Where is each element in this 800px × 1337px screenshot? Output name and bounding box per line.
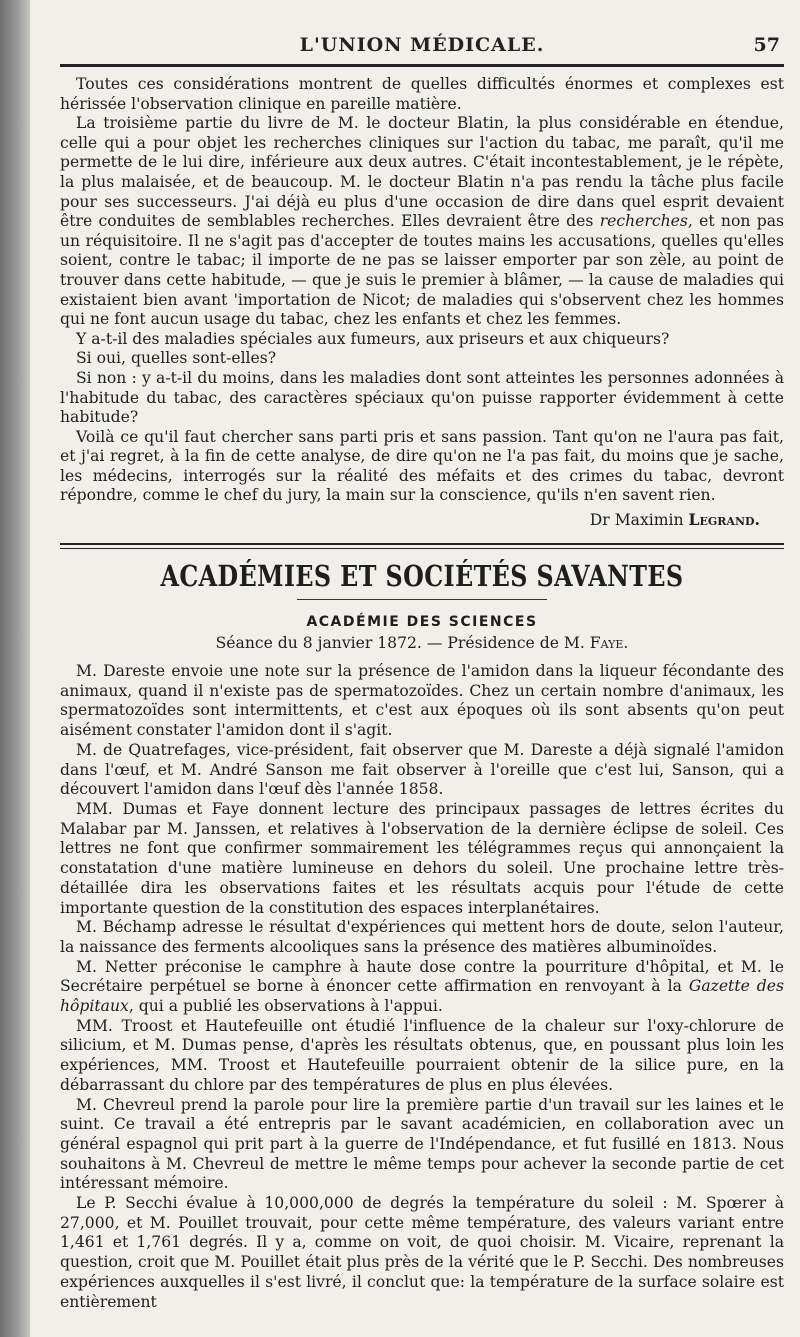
paragraph: MM. Troost et Hautefeuille ont étudié l'influence de la chaleur sur l'oxy-chlorure de silicium, et M. Dumas pense, d'après les résultats obtenus, que, en poussant plus loin les expériences, MM. Troost et Hautefeuille pourraient obtenir de la silice pure, en la débarrassant du chlore par des températures de plus en plus élevées.	[60, 1016, 784, 1094]
paragraph: M. Chevreul prend la parole pour lire la première partie d'un travail sur les laines et le suint. Ce travail a été entrepris par le savant académicien, en collaboration avec un général espagnol qui prit part à la guerre de l'Indépendance, et fut fusillé en 1813. Nous souhaitons à M. Chevreul de mettre le même temps pour achever la seconde partie de cet intéressant mémoire.	[60, 1095, 784, 1193]
section-divider	[60, 543, 784, 549]
heading-rule	[297, 599, 547, 600]
paragraph-text: , qui a publié les observations à l'appui.	[128, 997, 443, 1016]
paragraph: M. Dareste envoie une note sur la présence de l'amidon dans la liqueur fécondante des animaux, quand il n'existe pas de spermatozoïdes. Chez un certain nombre d'animaux, les spermatozoïdes sont intermittents, et c'est aux époques où ils sont absents qu'on peut aisément constater l'amidon dont il s'agit.	[60, 662, 784, 740]
article-continuation	[60, 75, 784, 529]
session-text: Séance du 8 janvier 1872. — Présidence de M.	[215, 634, 585, 653]
page-number: 57	[753, 34, 780, 56]
paragraph-text: La troisième partie du livre de M. le docteur Blatin, la plus considérable en étendue, celle qui a pour objet les recherches cliniques sur l'action du tabac, me paraît, qu'il me permette de le lui dire, inférieure aux deux autres. C'était incontestablement, je le répète, la plus malaisée, et de beaucoup. M. le docteur Blatin n'a pas rendu la tâche plus facile pour ses successeurs. J'ai déjà eu plus d'une occasion de dire dans quel esprit devaient être conduites de semblables recherches. Elles devraient être des	[60, 114, 784, 231]
paragraph: Si non : y a-t-il du moins, dans les maladies dont sont atteintes les personnes adonnées à l'habitude du tabac, des caractères spéciaux qu'on puisse rapporter évidemment à cette habitude?	[60, 368, 784, 427]
session-line	[60, 634, 784, 652]
signature	[60, 510, 760, 529]
signature-prefix: Dr Maximin	[589, 511, 684, 530]
italic-term: recherches	[599, 212, 688, 231]
section-heading: ACADÉMIES ET SOCIÉTÉS SAVANTES	[160, 559, 684, 594]
paragraph	[60, 114, 784, 330]
academy-report	[60, 662, 784, 1312]
paragraph: Voilà ce qu'il faut chercher sans parti pris et sans passion. Tant qu'on ne l'aura pas fait, et j'ai regret, à la fin de cette analyse, de dire qu'on ne l'a pas fait, du moins que je sache, les médecins, interrogés sur la réalité des méfaits et des crimes du tabac, devront répondre, comme le chef du jury, la main sur la conscience, qu'ils n'en savent rien.	[60, 427, 784, 505]
paragraph	[60, 958, 784, 1017]
journal-page	[30, 0, 800, 1337]
paragraph: Toutes ces considérations montrent de quelles difficultés énormes et complexes est hérissée l'observation clinique en pareille matière.	[60, 75, 784, 113]
paragraph: M. Béchamp adresse le résultat d'expériences qui mettent hors de doute, selon l'auteur, la naissance des ferments alcooliques sans la présence des matières albuminoïdes.	[60, 918, 784, 956]
running-title: L'UNION MÉDICALE.	[299, 34, 545, 56]
running-head	[60, 28, 784, 60]
paragraph: M. de Quatrefages, vice-président, fait observer que M. Dareste a déjà signalé l'amidon dans l'œuf, et M. André Sanson me fait observer à l'oreille que c'est lui, Sanson, qui a découvert l'amidon dans l'œuf dès l'année 1858.	[60, 740, 784, 799]
paragraph: Si oui, quelles sont-elles?	[76, 349, 277, 368]
paragraph: MM. Dumas et Faye donnent lecture des principaux passages de lettres écrites du Malabar par M. Janssen, et relatives à l'observation de la dernière éclipse de soleil. Ces lettres ne font que confirmer sommairement les télégrammes reçus qui annonçaient la constatation d'une matière lumineuse en dehors du soleil. Une prochaine lettre très-détaillée dira les observations faites et les résultats acquis pour l'étude de cette importante question de la constitution des espaces interplanétaires.	[60, 799, 784, 917]
subheading: ACADÉMIE DES SCIENCES	[306, 614, 538, 631]
paragraph: Le P. Secchi évalue à 10,000,000 de degrés la température du soleil : M. Spœrer à 27,000, et M. Pouillet trouvait, pour cette même température, des valeurs variant entre 1,461 et 1,761 degrés. Il y a, comme on voit, de quoi choisir. M. Vicaire, reprenant la question, croit que M. Pouillet était plus près de la vérité que le P. Secchi. Des nombreuses expériences auxquelles il s'est livré, il conclut que: la température de la surface solaire est entièrement	[60, 1194, 784, 1311]
paragraph-text: , et non pas un réquisitoire. Il ne s'agit pas d'accepter de toutes mains les accusations, quelles qu'elles soient, contre le tabac; il importe de ne pas se laisser emporter par son zèle, au point de trouver dans cette habitude, — que je suis le premier à blâmer, — la cause de maladies qui existaient bien avant 'importation de Nicot; de maladies qui s'observent chez les hommes qui ne font aucun usage du tabac, chez les enfants et chez les femmes.	[60, 212, 784, 329]
paragraph: Y a-t-il des maladies spéciales aux fumeurs, aux priseurs et aux chiqueurs?	[76, 329, 670, 348]
italic-title: Gazette des hôpitaux	[60, 977, 785, 1016]
header-rule	[60, 64, 784, 67]
signature-name: Legrand.	[688, 510, 760, 530]
scan-page-edge	[0, 0, 30, 1337]
session-president: Faye.	[589, 634, 629, 653]
paragraph-text: M. Netter préconise le camphre à haute dose contre la pourriture d'hôpital, et M. le Secrétaire perpétuel se borne à énoncer cette affirmation en renvoyant à la	[60, 957, 784, 996]
